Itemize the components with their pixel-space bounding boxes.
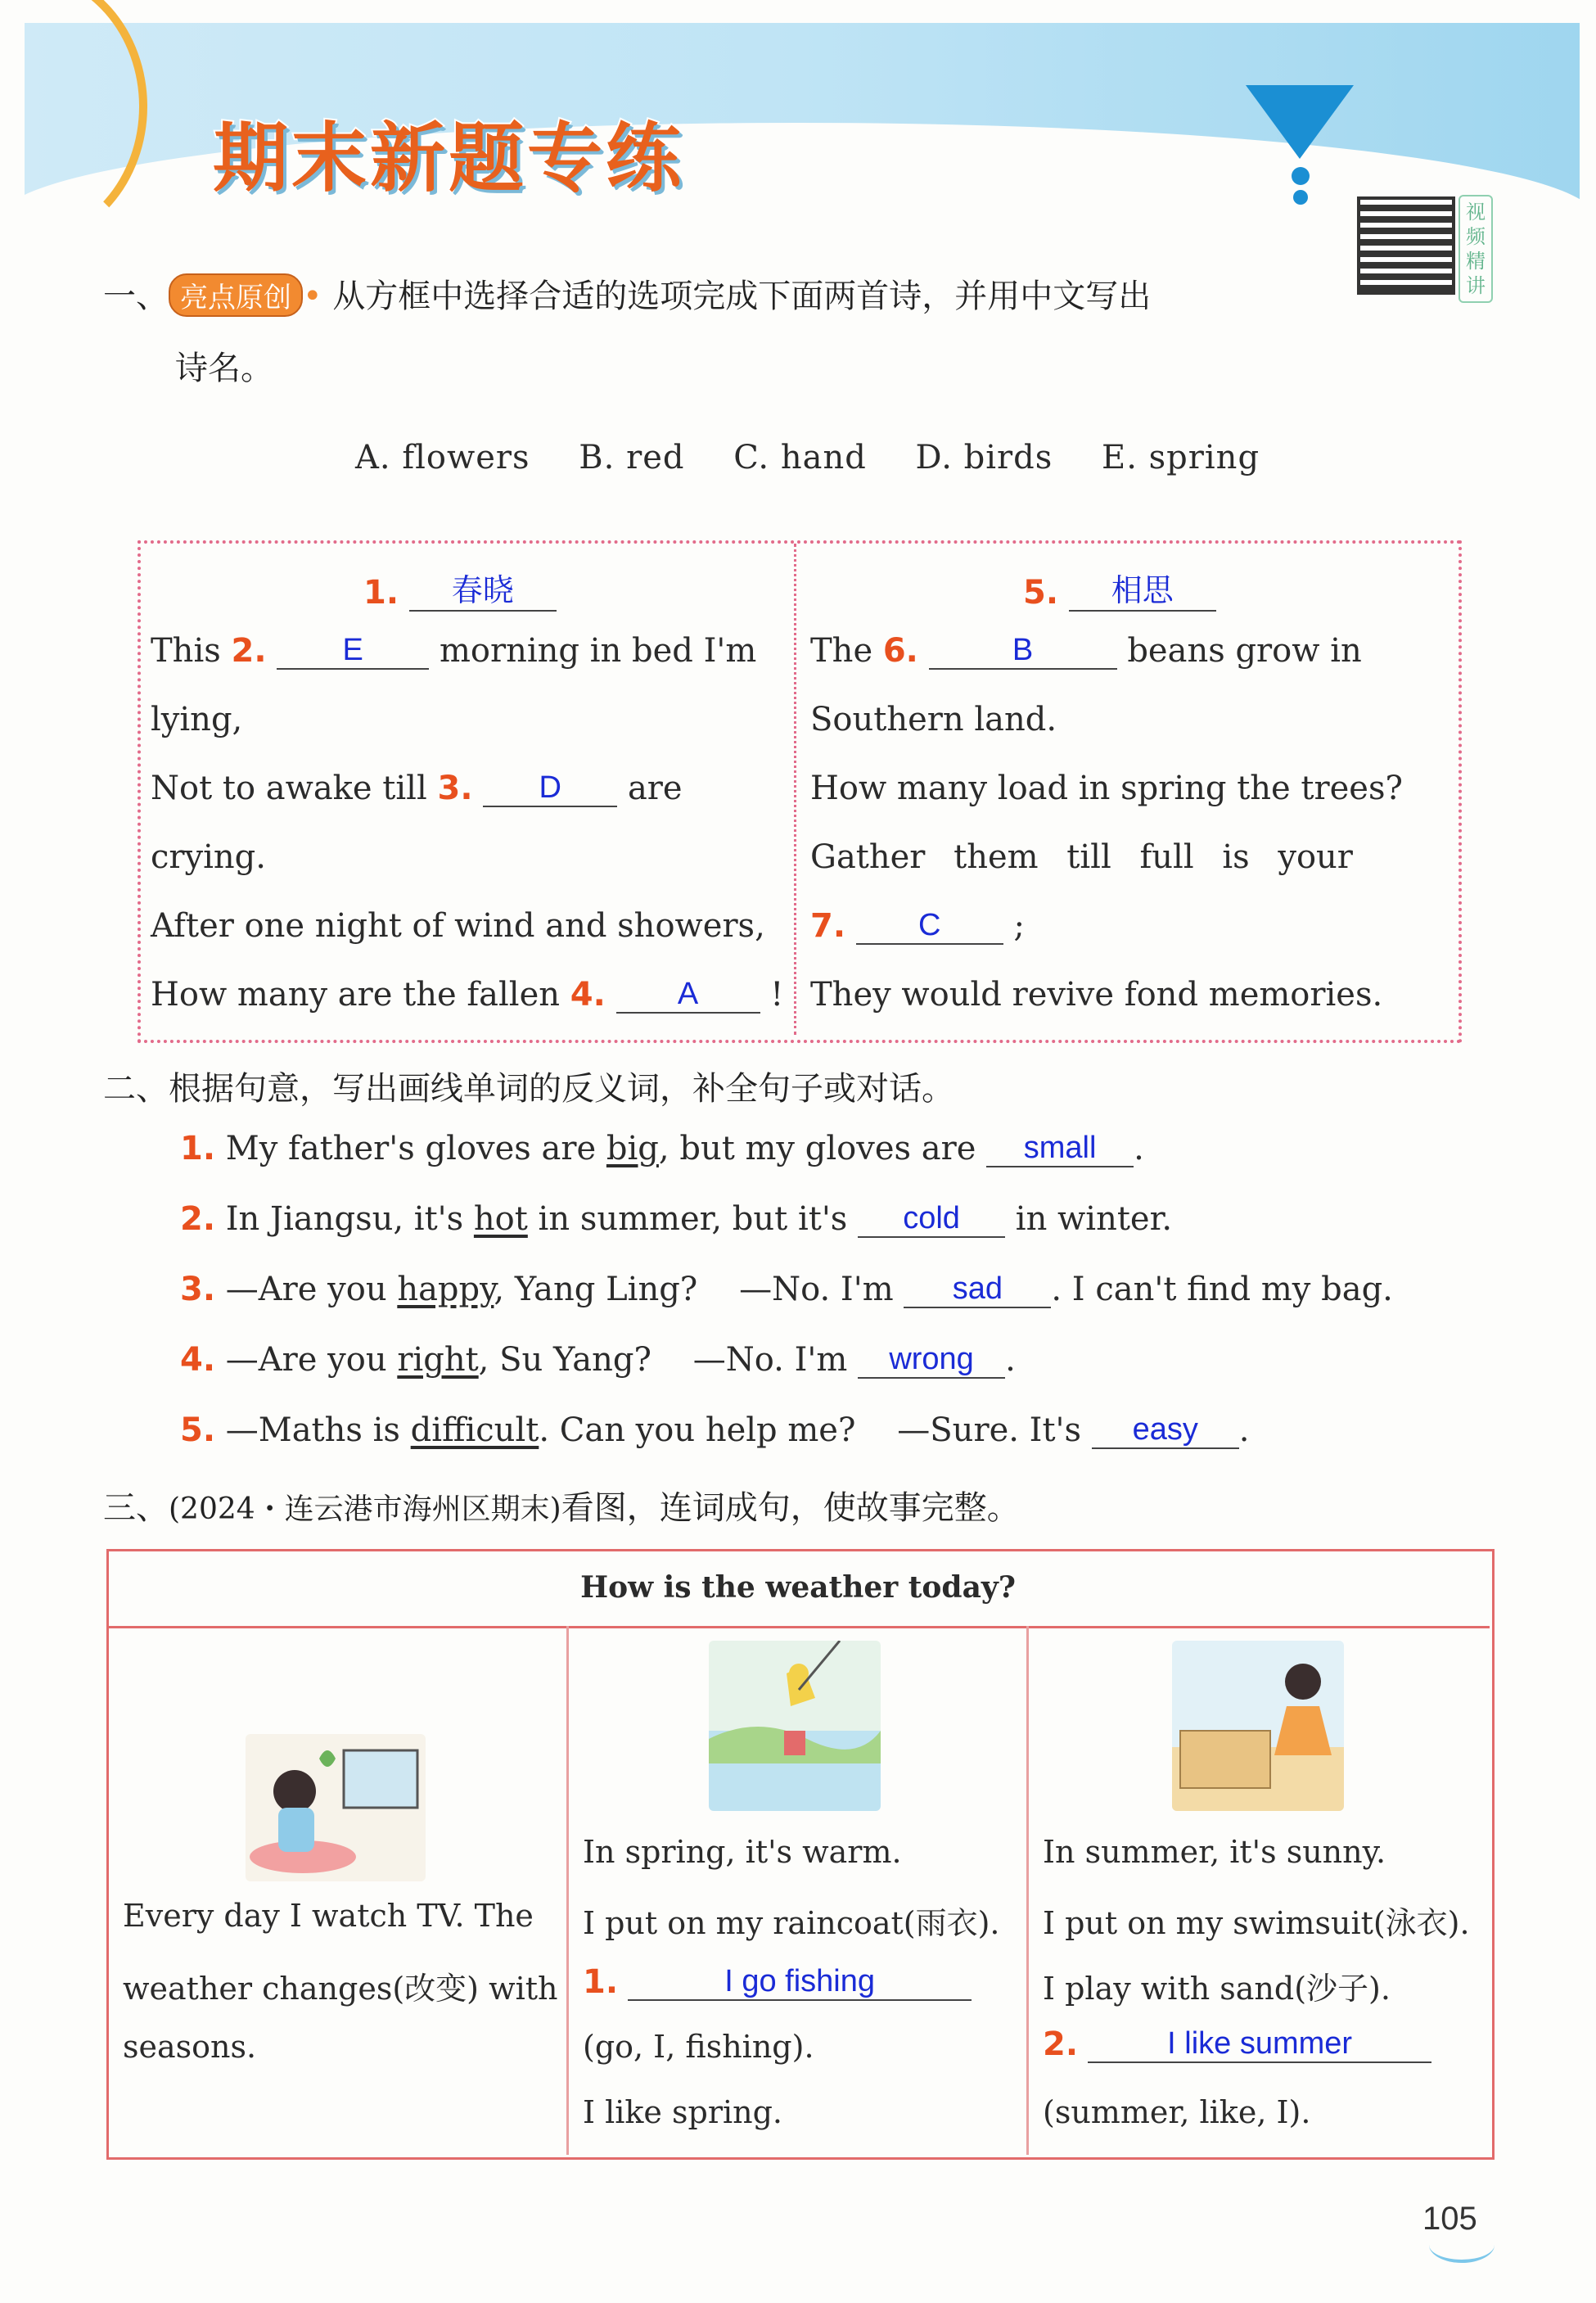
col2-line2: I put on my raincoat(雨衣).: [583, 1905, 1000, 1941]
section1-instruction: 从方框中选择合适的选项完成下面两首诗，并用中文写出: [332, 278, 1152, 315]
qr-label: 视频精讲: [1458, 195, 1493, 303]
page-number-arc: [1429, 2227, 1495, 2263]
poem-right-line2: Southern land.: [810, 701, 1057, 738]
col2-line3: (go, I, fishing).: [583, 2029, 814, 2065]
table-title: How is the weather today?: [106, 1549, 1490, 1628]
poem-right-line3: How many load in spring the trees?: [810, 770, 1403, 807]
section2-heading: 二、根据句意，写出画线单词的反义词，补全句子或对话。: [103, 1070, 954, 1108]
answer-blank-3[interactable]: D: [483, 770, 617, 807]
col3-line2: I put on my swimsuit(泳衣).: [1043, 1905, 1470, 1941]
answer-blank-5[interactable]: 相思: [1069, 565, 1216, 612]
poem-left-line5: After one night of wind and showers,: [151, 907, 765, 945]
answer-blank-6[interactable]: B: [929, 633, 1117, 670]
poem-divider: [794, 544, 796, 1035]
beach-sand-image: [1172, 1641, 1344, 1811]
section1-instruction-2: 诗名。: [175, 350, 273, 387]
pin-triangle-icon: [1246, 85, 1354, 159]
answer-blank-s3-1[interactable]: I go fishing: [628, 1964, 972, 2001]
option-a: A. flowers: [355, 439, 530, 476]
poem-right-line4: Gather them till full is your: [810, 838, 1353, 876]
col3-line4: (summer, like, I).: [1043, 2094, 1311, 2130]
answer-blank-7[interactable]: C: [856, 908, 1003, 945]
col3-line1: In summer, it's sunny.: [1043, 1834, 1386, 1870]
s2-item: 1. My father's gloves are big, but my gloves are small .: [180, 1130, 1144, 1167]
s2-item: 2. In Jiangsu, it's hot in summer, but it's cold in winter.: [180, 1200, 1173, 1238]
col2-answer-line: 1. I go fishing: [583, 1963, 972, 2001]
page-number: 105: [1422, 2201, 1477, 2237]
table-divider: [566, 1626, 569, 2155]
poem-right-title: 5. 相思: [1023, 565, 1216, 612]
col1-line3: seasons.: [123, 2029, 257, 2065]
fishing-rain-image: [709, 1641, 881, 1811]
poem-right-line1: The 6. B beans grow in: [810, 632, 1362, 670]
answer-blank-s2-3[interactable]: sad: [904, 1271, 1051, 1308]
s2-item: 3. —Are you happy, Yang Ling? —No. I'm sad . I can't find my bag.: [180, 1271, 1393, 1308]
option-e: E. spring: [1102, 439, 1260, 476]
col2-line1: In spring, it's warm.: [583, 1834, 902, 1870]
section1-heading: 一、 亮点原创 • 从方框中选择合适的选项完成下面两首诗，并用中文写出: [103, 270, 1151, 317]
answer-blank-s2-2[interactable]: cold: [858, 1201, 1005, 1238]
s2-item: 5. —Maths is difficult. Can you help me? —Sure. It's easy .: [180, 1411, 1250, 1449]
col3-line3: I play with sand(沙子).: [1043, 1971, 1391, 2007]
poem-left-line2: lying,: [151, 701, 243, 738]
col1-line2: weather changes(改变) with: [123, 1971, 558, 2007]
pin-dot-icon: [1293, 190, 1308, 205]
table-divider: [1026, 1626, 1029, 2155]
option-d: D. birds: [915, 439, 1053, 476]
poem-left-line1: This 2. E morning in bed I'm: [151, 632, 757, 670]
col3-answer-line: 2. I like summer: [1043, 2025, 1431, 2063]
answer-blank-s3-2[interactable]: I like summer: [1088, 2026, 1431, 2063]
watching-tv-image: [246, 1734, 426, 1881]
poem-right-line6: They would revive fond memories.: [810, 976, 1383, 1014]
option-c: C. hand: [733, 439, 867, 476]
poem-left-line6: How many are the fallen 4. A !: [151, 976, 784, 1014]
answer-blank-s2-1[interactable]: small: [986, 1131, 1134, 1167]
col1-line1: Every day I watch TV. The: [123, 1898, 534, 1934]
option-b: B. red: [579, 439, 685, 476]
section3-heading: 三、(2024・连云港市海州区期末)看图，连词成句，使故事完整。: [103, 1489, 1020, 1527]
original-badge: 亮点原创: [169, 273, 303, 317]
option-list: [355, 439, 1260, 476]
section1-index: 一、: [103, 278, 169, 315]
s2-item: 4. —Are you right, Su Yang? —No. I'm wrong .: [180, 1341, 1016, 1379]
poem-left-line3: Not to awake till 3. D are: [151, 770, 683, 807]
poem-right-line5: 7. C ;: [810, 907, 1025, 945]
answer-blank-4[interactable]: A: [616, 977, 760, 1014]
col2-line4: I like spring.: [583, 2094, 783, 2130]
poem-left-title: 1. 春晓: [363, 565, 557, 612]
answer-blank-2[interactable]: E: [277, 633, 429, 670]
answer-blank-s2-4[interactable]: wrong: [858, 1342, 1005, 1379]
poem-left-line4: crying.: [151, 838, 266, 876]
page-title: 期末新题专练: [213, 115, 685, 202]
qr-code-icon[interactable]: [1357, 196, 1455, 295]
answer-blank-s2-5[interactable]: easy: [1092, 1412, 1239, 1449]
answer-blank-1[interactable]: 春晓: [409, 565, 557, 612]
pin-dot-icon: [1292, 167, 1310, 185]
